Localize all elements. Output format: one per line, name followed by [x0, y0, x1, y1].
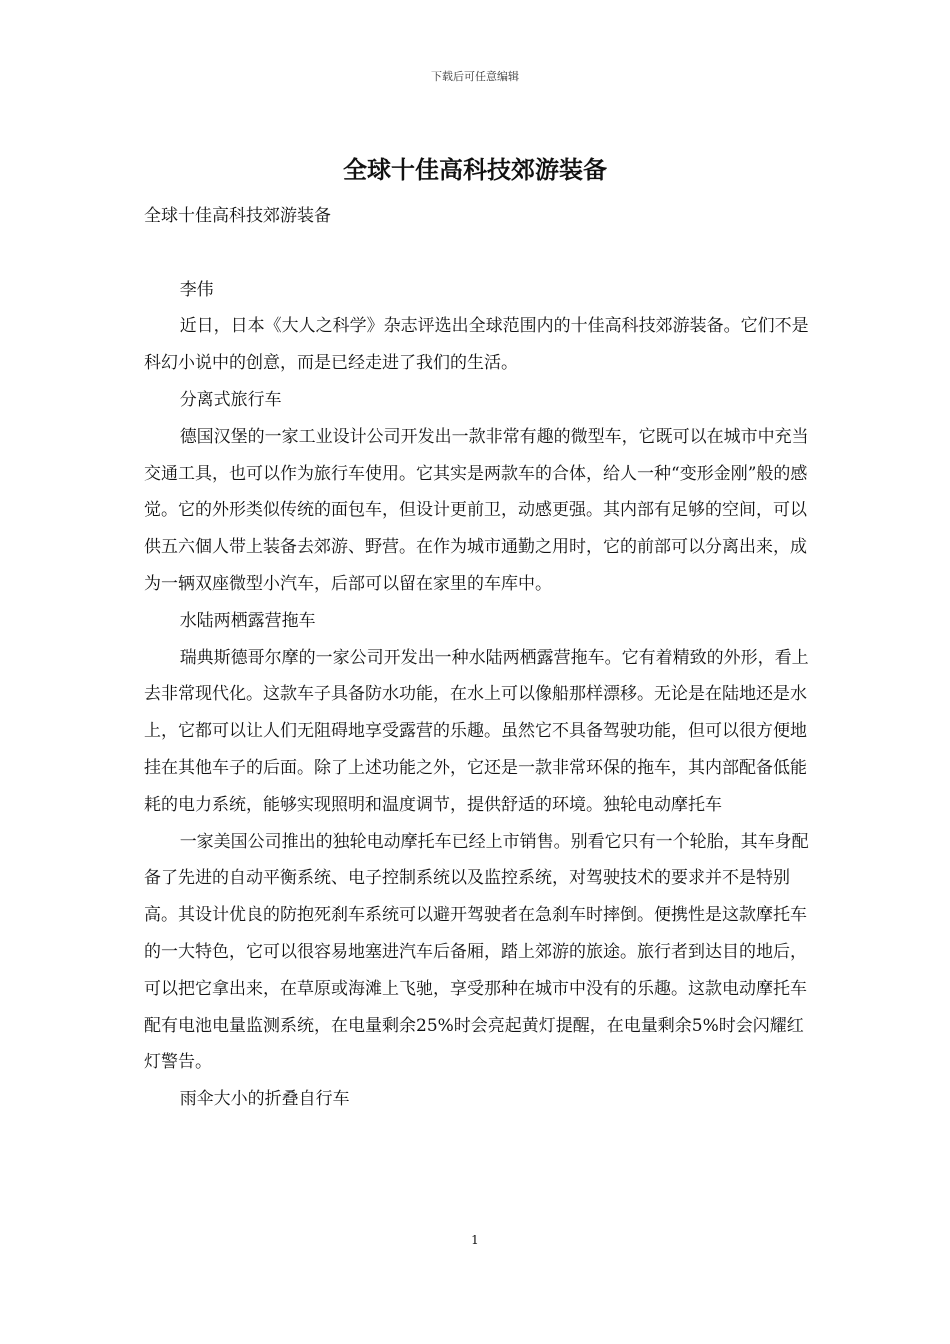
document-subtitle: 全球十佳高科技郊游装备: [144, 206, 331, 226]
section-body-amphibious-trailer: 瑞典斯德哥尔摩的一家公司开发出一种水陆两栖露营拖车。它有着精致的外形，看上去非常现代化。这款车子具备防水功能，在水上可以像船那样漂移。无论是在陆地还是水上，它都可以让人们无阻碍地享受露营的乐趣。虽然它不具备驾驶功能，但可以很方便地挂在其他车子的后面。除了上述功能之外，它还是一款非常环保的拖车，其内部配备低能耗的电力系统，能够实现照明和温度调节，提供舒适的环境。独轮电动摩托车: [144, 647, 809, 815]
author-name: 李伟: [179, 279, 214, 300]
intro-paragraph: 近日，日本《大人之科学》杂志评选出全球范围内的十佳高科技郊游装备。它们不是科幻小说中的创意，而是已经走进了我们的生活。: [144, 316, 809, 374]
document-body: [144, 198, 809, 1118]
blank-line: [144, 235, 809, 272]
section-heading-amphibious-trailer: 水陆两栖露营拖车: [179, 610, 316, 631]
section-body-split-camper: 德国汉堡的一家工业设计公司开发出一款非常有趣的微型车，它既可以在城市中充当交通工具，也可以作为旅行车使用。它其实是两款车的合体，给人一种“变形金刚”般的感觉。它的外形类似传统的面包车，但设计更前卫，动感更强。其内部有足够的空间，可以供五六個人带上装备去郊游、野营。在作为城市通勤之用时，它的前部可以分离出来，成为一辆双座微型小汽车，后部可以留在家里的车库中。: [144, 426, 809, 594]
document-title: 全球十佳高科技郊游装备: [343, 155, 607, 184]
section-heading-folding-bicycle: 雨伞大小的折叠自行车: [179, 1089, 350, 1110]
section-heading-split-camper: 分离式旅行车: [179, 389, 282, 410]
section-body-electric-unicycle: 一家美国公司推出的独轮电动摩托车已经上市销售。别看它只有一个轮胎，其车身配备了先进的自动平衡系统、电子控制系统以及监控系统，对驾驶技术的要求并不是特别高。其设计优良的防抱死刹车系统可以避开驾驶者在急刹车时摔倒。便携性是这款摩托车的一大特色，它可以很容易地塞进汽车后备厢，踏上郊游的旅途。旅行者到达目的地后，可以把它拿出来，在草原或海滩上飞驰，享受那种在城市中没有的乐趣。这款电动摩托车配有电池电量监测系统，在电量剩余25%时会亮起黄灯提醒，在电量剩余5%时会闪耀红灯警告。: [144, 831, 809, 1073]
page-header-note: 下载后可任意编辑: [431, 70, 519, 83]
page-number: 1: [471, 1233, 479, 1247]
